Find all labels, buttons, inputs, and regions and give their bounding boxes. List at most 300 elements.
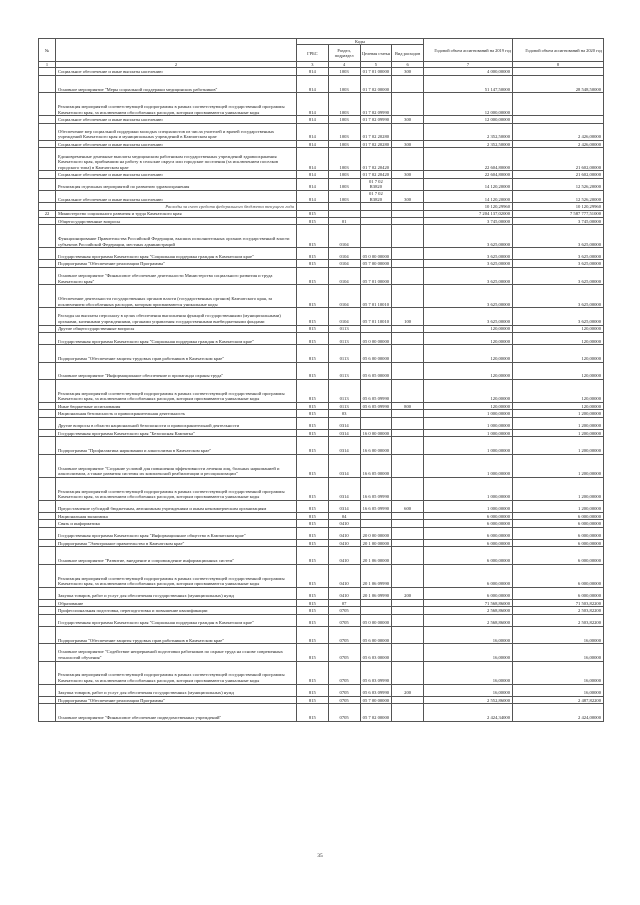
row-amount-2020: 3 625,00000	[513, 225, 604, 248]
row-number	[39, 626, 56, 643]
row-amount-2019: 6 000,00000	[424, 520, 513, 527]
table-body	[39, 68, 604, 721]
row-amount-2019: 1 000,00000	[424, 429, 513, 436]
row-target: 05 6 03 09990	[360, 684, 392, 696]
row-amount-2020: 71 503,82200	[513, 599, 604, 606]
row-grbs: 815	[297, 454, 329, 477]
row-expense-type	[392, 210, 424, 217]
table-row	[39, 587, 604, 599]
row-grbs: 815	[297, 614, 329, 626]
row-number	[39, 75, 56, 92]
table-row	[39, 429, 604, 436]
row-expense-type	[392, 380, 424, 403]
table-row	[39, 148, 604, 171]
row-number	[39, 203, 56, 210]
row-razdel: 0410	[328, 539, 360, 546]
row-razdel: 0113	[328, 325, 360, 332]
row-amount-2020: 1 200,00000	[513, 454, 604, 477]
table-row	[39, 454, 604, 477]
row-amount-2020: 2 487,82200	[513, 696, 604, 703]
row-target: 05 7 01 00000	[360, 267, 392, 284]
row-name: Связь и информатика	[56, 520, 297, 527]
row-razdel: 0113	[328, 380, 360, 403]
row-grbs: 814	[297, 75, 329, 92]
table-row	[39, 217, 604, 224]
row-grbs: 815	[297, 587, 329, 599]
row-target: 20 1 06 09990	[360, 564, 392, 587]
row-number	[39, 696, 56, 703]
row-grbs: 815	[297, 380, 329, 403]
row-name: Профессиональная подготовка, переподготовка и повышение квалификации	[56, 607, 297, 614]
row-name: Обеспечение деятельности государственных органов власти (государственных органов) Камчатского края, за исключением обособленных расходов, которым присваиваются уникальные коды	[56, 285, 297, 308]
row-target: 05 6 05 09990	[360, 380, 392, 403]
row-expense-type: 200	[392, 684, 424, 696]
row-number	[39, 454, 56, 477]
row-expense-type	[392, 345, 424, 362]
row-expense-type	[392, 217, 424, 224]
row-razdel: 0705	[328, 661, 360, 684]
row-amount-2020: 12 526,20000	[513, 190, 604, 202]
row-target: 20 1 06 09990	[360, 587, 392, 599]
row-amount-2020: 6 000,00000	[513, 520, 604, 527]
row-razdel: 0705	[328, 684, 360, 696]
row-target: 05 6 00 00000	[360, 626, 392, 643]
table-row	[39, 248, 604, 260]
row-amount-2020	[513, 116, 604, 123]
row-target: 05 6 05 00000	[360, 362, 392, 379]
row-name: Функционирование Правительства Российской Федерации, высших исполнительных органов государственной власти субъектов Российской Федерации, местных администраций	[56, 225, 297, 248]
row-razdel: 1003	[328, 116, 360, 123]
row-name: Министерство социального развития и труда Камчатского края	[56, 210, 297, 217]
row-target: 05 6 05 09990	[360, 403, 392, 410]
row-grbs: 815	[297, 520, 329, 527]
row-name: Обеспечение мер социальной поддержки молодых специалистов из числа учителей и врачей государственных учреждений Камчатского края и муниципальных учреждений в Камчатском крае	[56, 123, 297, 140]
row-amount-2019: 10 120,29960	[424, 203, 513, 210]
row-amount-2019: 1 000,00000	[424, 477, 513, 500]
row-expense-type: 300	[392, 116, 424, 123]
table-row	[39, 607, 604, 614]
row-amount-2019: 3 625,00000	[424, 267, 513, 284]
row-amount-2019: 3 625,00000	[424, 260, 513, 267]
row-name: Подпрограмма "Обеспечение реализации Программы"	[56, 696, 297, 703]
row-grbs: 815	[297, 437, 329, 454]
row-name: Основное мероприятие "Содействие непрерывной подготовки работников по охране труда на основе современных технологий обучения"	[56, 644, 297, 661]
row-name: Социальное обеспечение и иные выплаты населению	[56, 68, 297, 75]
header-vr: Вид расходов	[392, 45, 424, 62]
row-razdel: 1003	[328, 190, 360, 202]
row-razdel: 0314	[328, 437, 360, 454]
row-name: Реализация мероприятий соответствующей подпрограммы в рамках соответствующей государственной программы Камчатского края, за исключением обособленных расходов, которым присваиваются уникальные коды	[56, 661, 297, 684]
row-amount-2019: 1 000,00000	[424, 417, 513, 429]
row-name: Предоставление субсидий бюджетным, автономным учреждениям и иным некоммерческим организациям	[56, 500, 297, 512]
row-grbs: 814	[297, 148, 329, 171]
row-expense-type	[392, 564, 424, 587]
table-row	[39, 564, 604, 587]
row-expense-type: 100	[392, 308, 424, 325]
row-amount-2020: 120,00000	[513, 403, 604, 410]
table-row	[39, 477, 604, 500]
row-number	[39, 614, 56, 626]
row-razdel: 1003	[328, 148, 360, 171]
row-name: Закупка товаров, работ и услуг для обеспечения государственных (муниципальных) нужд	[56, 587, 297, 599]
row-amount-2019: 2 352,50000	[424, 140, 513, 147]
row-amount-2020: 1 200,00000	[513, 500, 604, 512]
row-expense-type	[392, 203, 424, 210]
table-row	[39, 500, 604, 512]
row-razdel: 0113	[328, 362, 360, 379]
table-row	[39, 661, 604, 684]
row-amount-2020: 120,00000	[513, 345, 604, 362]
header-codes: Коды	[297, 39, 424, 45]
row-name: Закупка товаров, работ и услуг для обеспечения государственных (муниципальных) нужд	[56, 684, 297, 696]
row-target: 16 6 05 09990	[360, 500, 392, 512]
row-grbs: 815	[297, 217, 329, 224]
table-row	[39, 325, 604, 332]
row-razdel: 0314	[328, 500, 360, 512]
row-expense-type	[392, 599, 424, 606]
table-row	[39, 308, 604, 325]
row-amount-2019: 120,00000	[424, 345, 513, 362]
row-expense-type	[392, 148, 424, 171]
row-name: Реализация мероприятий соответствующей подпрограммы в рамках соответствующей государственной программы Камчатского края, за исключением обособленных расходов, которым присваиваются уникальные коды	[56, 564, 297, 587]
row-target: 20 0 00 00000	[360, 527, 392, 539]
row-grbs: 815	[297, 210, 329, 217]
row-number	[39, 527, 56, 539]
row-target: 01 7 02 00000	[360, 75, 392, 92]
row-name: Основное мероприятие "Финансовое обеспечение подведомственных учреждений"	[56, 704, 297, 721]
row-razdel: 04	[328, 512, 360, 519]
row-grbs: 815	[297, 429, 329, 436]
budget-table	[38, 38, 604, 722]
row-grbs: 814	[297, 171, 329, 178]
row-amount-2020: 16,00000	[513, 644, 604, 661]
row-name: Социальное обеспечение и иные выплаты населению	[56, 190, 297, 202]
row-razdel: 0104	[328, 225, 360, 248]
row-expense-type	[392, 225, 424, 248]
row-amount-2019: 6 000,00000	[424, 527, 513, 539]
row-target: 05 0 00 00000	[360, 614, 392, 626]
row-name: Реализация мероприятий соответствующей подпрограммы в рамках соответствующей государственной программы Камчатского края, за исключением обособленных расходов, которым присваиваются уникальные коды	[56, 380, 297, 403]
table-row	[39, 225, 604, 248]
row-grbs: 815	[297, 696, 329, 703]
row-grbs: 815	[297, 333, 329, 345]
row-razdel: 1003	[328, 93, 360, 116]
row-razdel: 0705	[328, 644, 360, 661]
row-expense-type	[392, 704, 424, 721]
row-number	[39, 564, 56, 587]
row-name: Иные бюджетные ассигнования	[56, 403, 297, 410]
row-target: 05 6 03 09990	[360, 661, 392, 684]
row-amount-2020: 2 503,82200	[513, 614, 604, 626]
row-grbs: 815	[297, 704, 329, 721]
row-razdel: 0410	[328, 527, 360, 539]
row-amount-2019: 4 000,00000	[424, 68, 513, 75]
row-expense-type	[392, 333, 424, 345]
row-expense-type	[392, 477, 424, 500]
header-razdel: Раздел, подраздел	[328, 45, 360, 62]
row-target	[360, 512, 392, 519]
row-name: Другие общегосударственные вопросы	[56, 325, 297, 332]
row-expense-type: 800	[392, 403, 424, 410]
row-razdel: 0410	[328, 520, 360, 527]
row-target: 01 7 01 00000	[360, 68, 392, 75]
row-target	[360, 599, 392, 606]
row-number	[39, 345, 56, 362]
row-name: Расходы за счет средств федерального бюджета текущего года	[56, 203, 297, 210]
row-amount-2020: 1 200,00000	[513, 437, 604, 454]
row-expense-type	[392, 626, 424, 643]
table-row	[39, 644, 604, 661]
row-name: Основное мероприятие "Информационное обеспечение и пропаганда охраны труда"	[56, 362, 297, 379]
row-razdel: 0104	[328, 267, 360, 284]
row-number	[39, 325, 56, 332]
row-expense-type	[392, 437, 424, 454]
table-row	[39, 171, 604, 178]
row-razdel	[328, 210, 360, 217]
row-amount-2019: 16,00000	[424, 661, 513, 684]
row-target	[360, 225, 392, 248]
row-amount-2020: 7 587 777,51000	[513, 210, 604, 217]
row-expense-type	[392, 267, 424, 284]
table-row	[39, 512, 604, 519]
row-grbs: 815	[297, 527, 329, 539]
row-grbs: 814	[297, 93, 329, 116]
row-grbs: 815	[297, 626, 329, 643]
table-row	[39, 116, 604, 123]
row-amount-2019: 6 000,00000	[424, 587, 513, 599]
table-row	[39, 75, 604, 92]
row-expense-type: 300	[392, 171, 424, 178]
row-grbs: 815	[297, 267, 329, 284]
row-amount-2019: 6 000,00000	[424, 512, 513, 519]
row-target: 05 6 00 00000	[360, 345, 392, 362]
row-razdel: 0705	[328, 696, 360, 703]
table-row	[39, 626, 604, 643]
row-number	[39, 437, 56, 454]
row-amount-2020: 2 426,00000	[513, 123, 604, 140]
row-target	[360, 607, 392, 614]
row-razdel: 1003	[328, 178, 360, 190]
table-row	[39, 140, 604, 147]
row-grbs: 815	[297, 260, 329, 267]
row-amount-2019: 3 625,00000	[424, 308, 513, 325]
table-row	[39, 403, 604, 410]
row-amount-2020: 6 000,00000	[513, 564, 604, 587]
row-grbs: 814	[297, 140, 329, 147]
table-row	[39, 547, 604, 564]
row-razdel: 0705	[328, 614, 360, 626]
row-number	[39, 477, 56, 500]
row-target: 05 7 01 10010	[360, 308, 392, 325]
row-expense-type	[392, 178, 424, 190]
row-name: Общегосударственные вопросы	[56, 217, 297, 224]
table-row	[39, 410, 604, 417]
row-name: Реализация мероприятий соответствующей подпрограммы в рамках соответствующей государственной программы Камчатского края, за исключением обособленных расходов, которым присваиваются уникальные коды	[56, 93, 297, 116]
table-row	[39, 539, 604, 546]
row-expense-type	[392, 325, 424, 332]
row-name: Расходы на выплаты персоналу в целях обеспечения выполнения функций государственными (муниципальными) органами, казенными учреждениями, органами управления государственными внебюджетными фондами	[56, 308, 297, 325]
row-name: Подпрограмма "Обеспечение защиты трудовых прав работников в Камчатском крае"	[56, 626, 297, 643]
row-razdel: 0705	[328, 626, 360, 643]
row-grbs: 815	[297, 607, 329, 614]
row-razdel: 1003	[328, 140, 360, 147]
row-number	[39, 68, 56, 75]
row-amount-2020: 2 503,82200	[513, 607, 604, 614]
table-row	[39, 333, 604, 345]
row-expense-type	[392, 607, 424, 614]
table-row	[39, 417, 604, 429]
row-expense-type	[392, 696, 424, 703]
row-grbs	[297, 203, 329, 210]
row-amount-2019: 1 000,00000	[424, 410, 513, 417]
row-name: Подпрограмма "Обеспечение реализации Программы"	[56, 260, 297, 267]
row-grbs: 814	[297, 68, 329, 75]
row-target	[360, 520, 392, 527]
header-v2020: Годовой объем ассигнований на 2020 год	[513, 39, 604, 62]
row-expense-type: 300	[392, 190, 424, 202]
row-amount-2019: 2 568,86000	[424, 607, 513, 614]
row-razdel: 01	[328, 217, 360, 224]
row-name: Основное мероприятие "Создание условий для повышения эффективности лечения лиц, больных наркоманией и алкоголизмом, а также развития системы их комплексной реабилитации и ресоциализации"	[56, 454, 297, 477]
page-number: 35	[317, 853, 323, 859]
row-number	[39, 520, 56, 527]
row-expense-type: 600	[392, 500, 424, 512]
row-razdel: 0314	[328, 429, 360, 436]
row-amount-2020: 3 625,00000	[513, 248, 604, 260]
row-name: Социальное обеспечение и иные выплаты населению	[56, 140, 297, 147]
header-idx: 1	[39, 62, 56, 68]
row-amount-2019: 2 424,34000	[424, 704, 513, 721]
row-amount-2019: 22 604,80000	[424, 148, 513, 171]
row-grbs: 815	[297, 477, 329, 500]
row-target: 16 6 00 00000	[360, 437, 392, 454]
row-amount-2019: 6 000,00000	[424, 547, 513, 564]
table-row	[39, 345, 604, 362]
row-razdel: 0104	[328, 260, 360, 267]
row-number	[39, 190, 56, 202]
row-razdel: 1003	[328, 123, 360, 140]
row-name: Государственная программа Камчатского края "Социальная поддержка граждан в Камчатском крае"	[56, 333, 297, 345]
header-idx: 8	[513, 62, 604, 68]
row-grbs: 815	[297, 417, 329, 429]
row-target: 20 1 00 00000	[360, 539, 392, 546]
row-amount-2020: 3 625,00000	[513, 260, 604, 267]
table-header	[39, 39, 604, 68]
row-name: Национальная безопасность и правоохранительная деятельность	[56, 410, 297, 417]
row-number	[39, 225, 56, 248]
row-target: 05 7 00 00000	[360, 260, 392, 267]
row-expense-type: 300	[392, 68, 424, 75]
row-name: Подпрограмма "Профилактика наркомании и алкоголизма в Камчатском крае"	[56, 437, 297, 454]
row-grbs: 814	[297, 190, 329, 202]
header-idx: 2	[56, 62, 297, 68]
table-row	[39, 684, 604, 696]
row-amount-2019: 22 604,80000	[424, 171, 513, 178]
row-expense-type: 300	[392, 140, 424, 147]
row-amount-2020: 6 000,00000	[513, 539, 604, 546]
row-expense-type	[392, 260, 424, 267]
table-row	[39, 93, 604, 116]
header-idx: 7	[424, 62, 513, 68]
row-grbs: 815	[297, 599, 329, 606]
row-razdel: 0410	[328, 587, 360, 599]
row-amount-2019: 1 000,00000	[424, 437, 513, 454]
row-number	[39, 599, 56, 606]
row-amount-2020: 120,00000	[513, 380, 604, 403]
table-row	[39, 599, 604, 606]
row-amount-2020: 2 424,00000	[513, 704, 604, 721]
row-amount-2019: 51 147,50000	[424, 75, 513, 92]
header-idx: 6	[392, 62, 424, 68]
row-amount-2019: 2 552,86000	[424, 696, 513, 703]
row-target: 05 7 01 10010	[360, 285, 392, 308]
row-grbs: 815	[297, 410, 329, 417]
row-amount-2020: 3 625,00000	[513, 285, 604, 308]
row-amount-2019: 16,00000	[424, 684, 513, 696]
row-expense-type	[392, 123, 424, 140]
row-amount-2020: 1 200,00000	[513, 410, 604, 417]
row-amount-2020: 120,00000	[513, 325, 604, 332]
row-number	[39, 704, 56, 721]
row-target: 05 7 00 00000	[360, 696, 392, 703]
header-cs: Целевая статья	[360, 45, 392, 62]
row-number	[39, 547, 56, 564]
row-number	[39, 403, 56, 410]
row-target: 01 7 02 20420	[360, 148, 392, 171]
table-row	[39, 210, 604, 217]
row-razdel: 0314	[328, 417, 360, 429]
table-row	[39, 190, 604, 202]
row-expense-type	[392, 417, 424, 429]
row-razdel: 0410	[328, 547, 360, 564]
row-razdel: 0705	[328, 704, 360, 721]
row-number	[39, 587, 56, 599]
row-number	[39, 267, 56, 284]
row-name: Образование	[56, 599, 297, 606]
row-grbs: 815	[297, 362, 329, 379]
table-row	[39, 527, 604, 539]
row-grbs: 815	[297, 539, 329, 546]
row-number	[39, 116, 56, 123]
row-amount-2019: 3 625,00000	[424, 248, 513, 260]
budget-table-page	[38, 38, 604, 722]
row-razdel: 0113	[328, 333, 360, 345]
row-number	[39, 661, 56, 684]
row-number	[39, 539, 56, 546]
row-amount-2019: 1 000,00000	[424, 454, 513, 477]
row-amount-2019: 6 000,00000	[424, 539, 513, 546]
row-amount-2019: 14 120,20000	[424, 178, 513, 190]
row-razdel: 1003	[328, 75, 360, 92]
row-number	[39, 248, 56, 260]
row-grbs: 815	[297, 325, 329, 332]
row-name: Основное мероприятие "Меры социальной поддержки медицинских работников"	[56, 75, 297, 92]
row-target: 01 7 02 09990	[360, 93, 392, 116]
row-name: Другие вопросы в области национальной безопасности и правоохранительной деятельности	[56, 417, 297, 429]
row-name: Основное мероприятие "Финансовое обеспечение деятельности Министерства социального развития и труда Камчатского края"	[56, 267, 297, 284]
row-expense-type	[392, 644, 424, 661]
header-idx: 4	[328, 62, 360, 68]
table-row	[39, 696, 604, 703]
row-target: 01 7 02 20280	[360, 140, 392, 147]
row-target: 20 1 06 00000	[360, 547, 392, 564]
row-expense-type	[392, 410, 424, 417]
row-amount-2020: 2 426,00000	[513, 140, 604, 147]
row-amount-2019: 7 204 137,02000	[424, 210, 513, 217]
table-row	[39, 437, 604, 454]
row-amount-2020: 6 000,00000	[513, 587, 604, 599]
row-grbs: 815	[297, 512, 329, 519]
